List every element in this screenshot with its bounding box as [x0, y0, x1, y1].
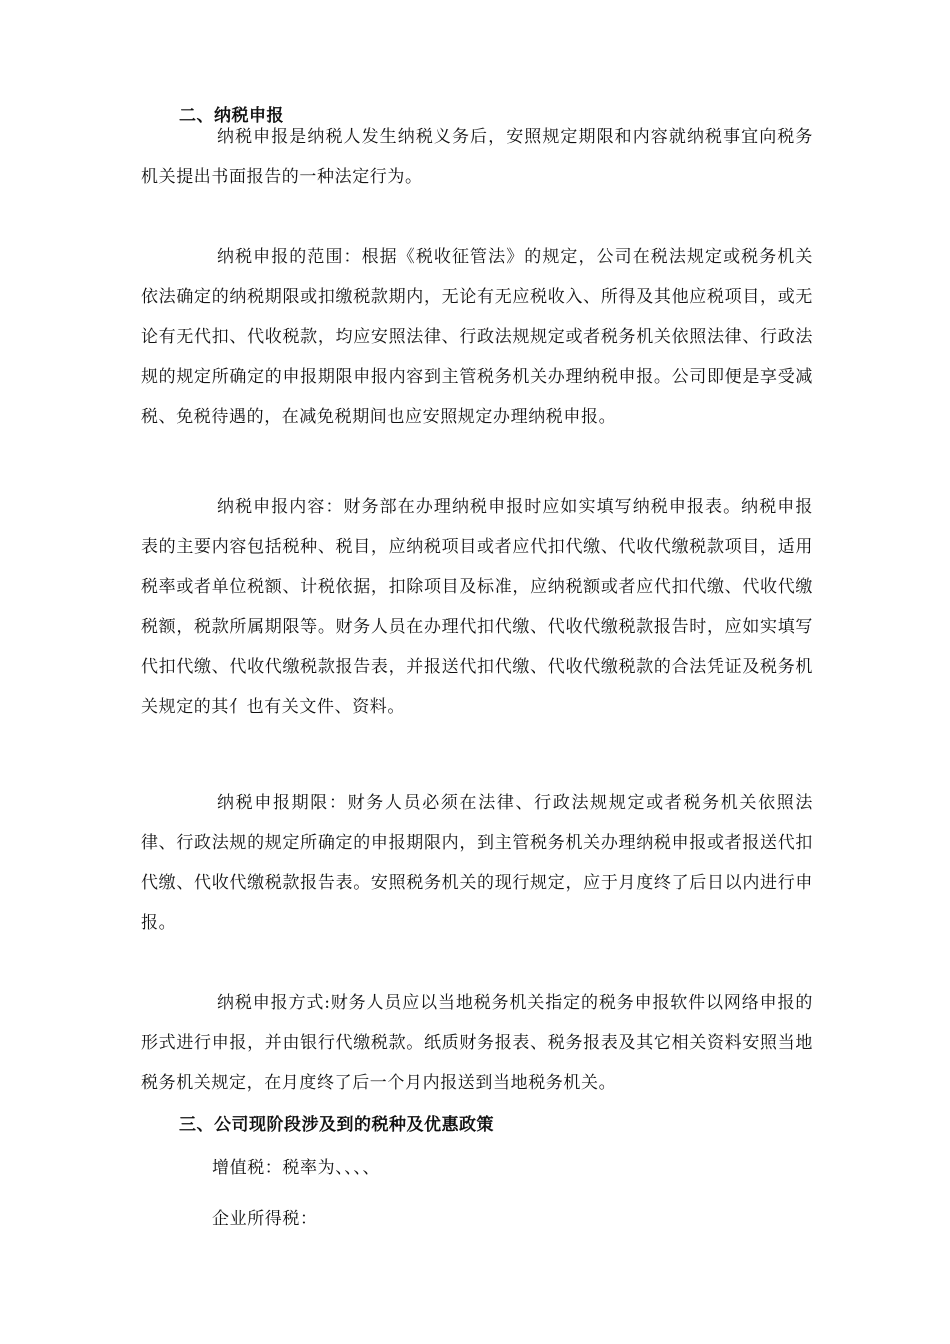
paragraph-scope: 纳税申报的范围：根据《税收征管法》的规定，公司在税法规定或税务机关依法确定的纳税期限或扣缴税款期内，无论有无应税收入、所得及其他应税项目，或无论有无代扣、代收税款，均应安照法律、行政法规规定或者税务机关依照法律、行政法规的规定所确定的申报期限申报内容到主管税务机关办理纳税申报。公司即便是享受减税、免税待遇的，在减免税期间也应安照规定办理纳税申报。: [141, 247, 813, 427]
paragraph-method: 纳税申报方式:财务人员应以当地税务机关指定的税务申报软件以网络申报的形式进行申报，并由银行代缴税款。纸质财务报表、税务报表及其它相关资料安照当地税务机关规定，在月度终了后一个月内报送到当地税务机关。: [141, 993, 813, 1093]
section-heading-tax-types: 三、公司现阶段涉及到的税种及优惠政策: [179, 1115, 494, 1135]
vat-line: 增值税：税率为、、、、: [212, 1158, 381, 1178]
section-heading-tax-filing: 二、纳税申报: [179, 106, 284, 126]
paragraph-definition: 纳税申报是纳税人发生纳税义务后，安照规定期限和内容就纳税事宜向税务机关提出书面报告的一种法定行为。: [141, 127, 813, 187]
paragraph-content: 纳税申报内容：财务部在办理纳税申报时应如实填写纳税申报表。纳税申报表的主要内容包括税种、税目，应纳税项目或者应代扣代缴、代收代缴税款项目，适用税率或者单位税额、计税依据，扣除项目及标准，应纳税额或者应代扣代缴、代收代缴税额，税款所属期限等。财务人员在办理代扣代缴、代收代缴税款报告时，应如实填写代扣代缴、代收代缴税款报告表，并报送代扣代缴、代收代缴税款的合法凭证及税务机关规定的其亻也有关文件、资料。: [141, 497, 813, 717]
income-tax-line: 企业所得税：: [212, 1209, 318, 1229]
paragraph-deadline: 纳税申报期限：财务人员必须在法律、行政法规规定或者税务机关依照法律、行政法规的规定所确定的申报期限内，到主管税务机关办理纳税申报或者报送代扣代缴、代收代缴税款报告表。安照税务机关的现行规定，应于月度终了后日以内进行申报。: [141, 793, 813, 933]
